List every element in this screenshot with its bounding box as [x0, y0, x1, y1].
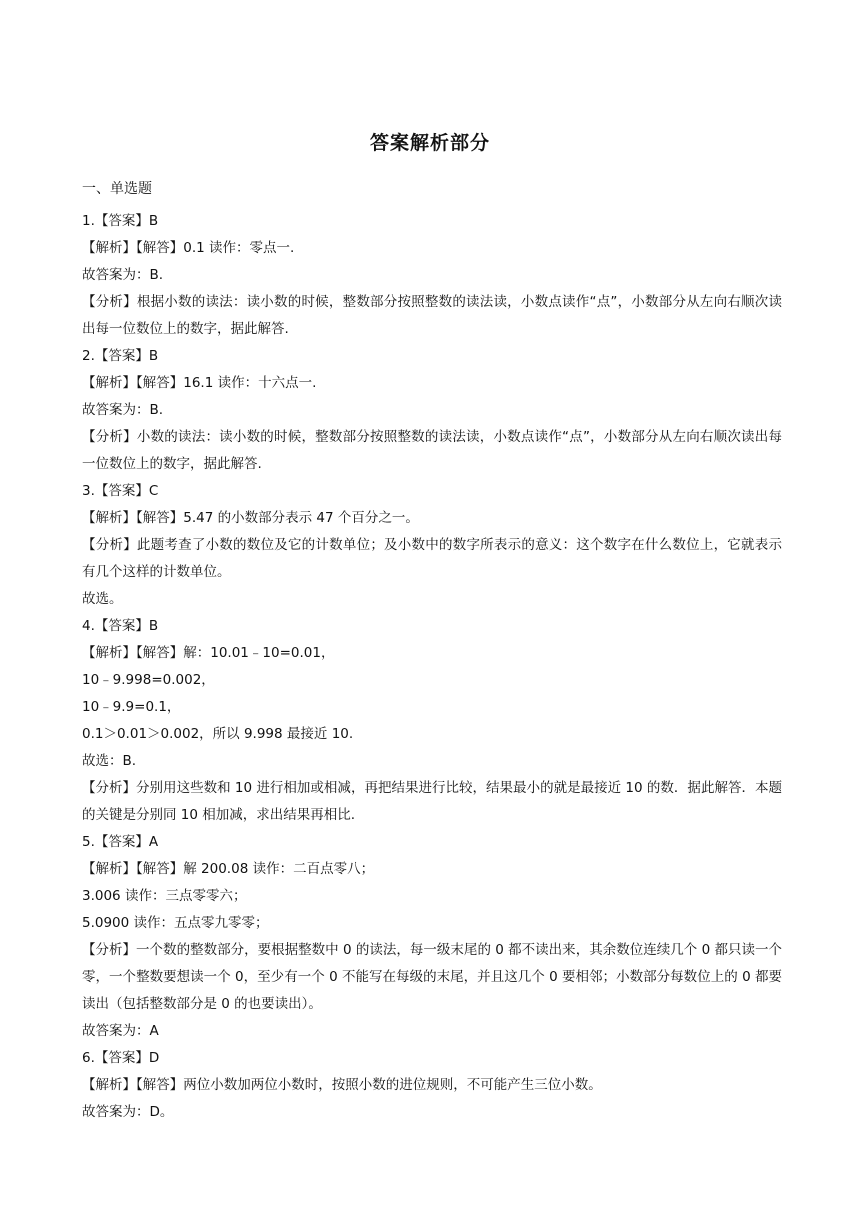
q4-answer: 4.【答案】B [82, 618, 159, 634]
q3-analysis: 【分析】此题考查了小数的数位及它的计数单位；及小数中的数字所表示的意义：这个数字在什么数位上，它就表示有几个这样的计数单位。 [82, 537, 782, 580]
q3-explanation: 【解析】【解答】5.47 的小数部分表示 47 个百分之一。 [82, 510, 419, 526]
q1-analysis: 【分析】根据小数的读法：读小数的时候，整数部分按照整数的读法读，小数点读作“点”，小数部分从左向右顺次读出每一位数位上的数字，据此解答. [82, 294, 782, 337]
q4-calc-line: 10﹣9.998=0.002， [82, 672, 215, 688]
q5-result: 故答案为：A [82, 1023, 159, 1039]
q6-result: 故答案为：D。 [82, 1104, 174, 1120]
section-heading: 一、单选题 [82, 181, 152, 197]
q2-explanation: 【解析】【解答】16.1 读作：十六点一. [82, 375, 317, 391]
q6-answer: 6.【答案】D [82, 1050, 160, 1066]
q2-answer: 2.【答案】B [82, 348, 159, 364]
q1-result: 故答案为：B. [82, 267, 164, 283]
answer-body [82, 208, 782, 1126]
q4-explanation: 【解析】【解答】解：10.01﹣10=0.01， [82, 645, 335, 661]
q3-answer: 3.【答案】C [82, 483, 159, 499]
q3-result: 故选。 [82, 591, 123, 607]
q4-calc-line: 0.1＞0.01＞0.002，所以 9.998 最接近 10. [82, 726, 354, 742]
q2-analysis: 【分析】小数的读法：读小数的时候，整数部分按照整数的读法读，小数点读作“点”，小数部分从左向右顺次读出每一位数位上的数字，据此解答. [82, 429, 782, 472]
q6-explanation: 【解析】【解答】两位小数加两位小数时，按照小数的进位规则，不可能产生三位小数。 [82, 1077, 602, 1093]
q5-analysis: 【分析】一个数的整数部分，要根据整数中 0 的读法，每一级末尾的 0 都不读出来，其余数位连续几个 0 都只读一个零，一个整数要想读一个 0，至少有一个 0 不能写在每级的末尾，并且这几个 0 要相邻；小数部分每数位上的 0 都要读出（包括整数部分是 0 的也要读出）。 [82, 942, 782, 1012]
q4-result: 故选：B. [82, 753, 137, 769]
q5-calc-line: 3.006 读作：三点零零六； [82, 888, 247, 904]
page-title: 答案解析部分 [369, 132, 490, 154]
q4-calc-line: 10﹣9.9=0.1， [82, 699, 181, 715]
q5-answer: 5.【答案】A [82, 834, 159, 850]
q4-analysis: 【分析】分别用这些数和 10 进行相加或相减，再把结果进行比较，结果最小的就是最接近 10 的数．据此解答．本题的关键是分别同 10 相加减，求出结果再相比. [82, 780, 782, 823]
q2-result: 故答案为：B. [82, 402, 164, 418]
q5-explanation: 【解析】【解答】解 200.08 读作：二百点零八； [82, 861, 375, 877]
q5-calc-line: 5.0900 读作：五点零九零零； [82, 915, 269, 931]
q1-answer: 1.【答案】B [82, 213, 159, 229]
q1-explanation: 【解析】【解答】0.1 读作：零点一. [82, 240, 295, 256]
